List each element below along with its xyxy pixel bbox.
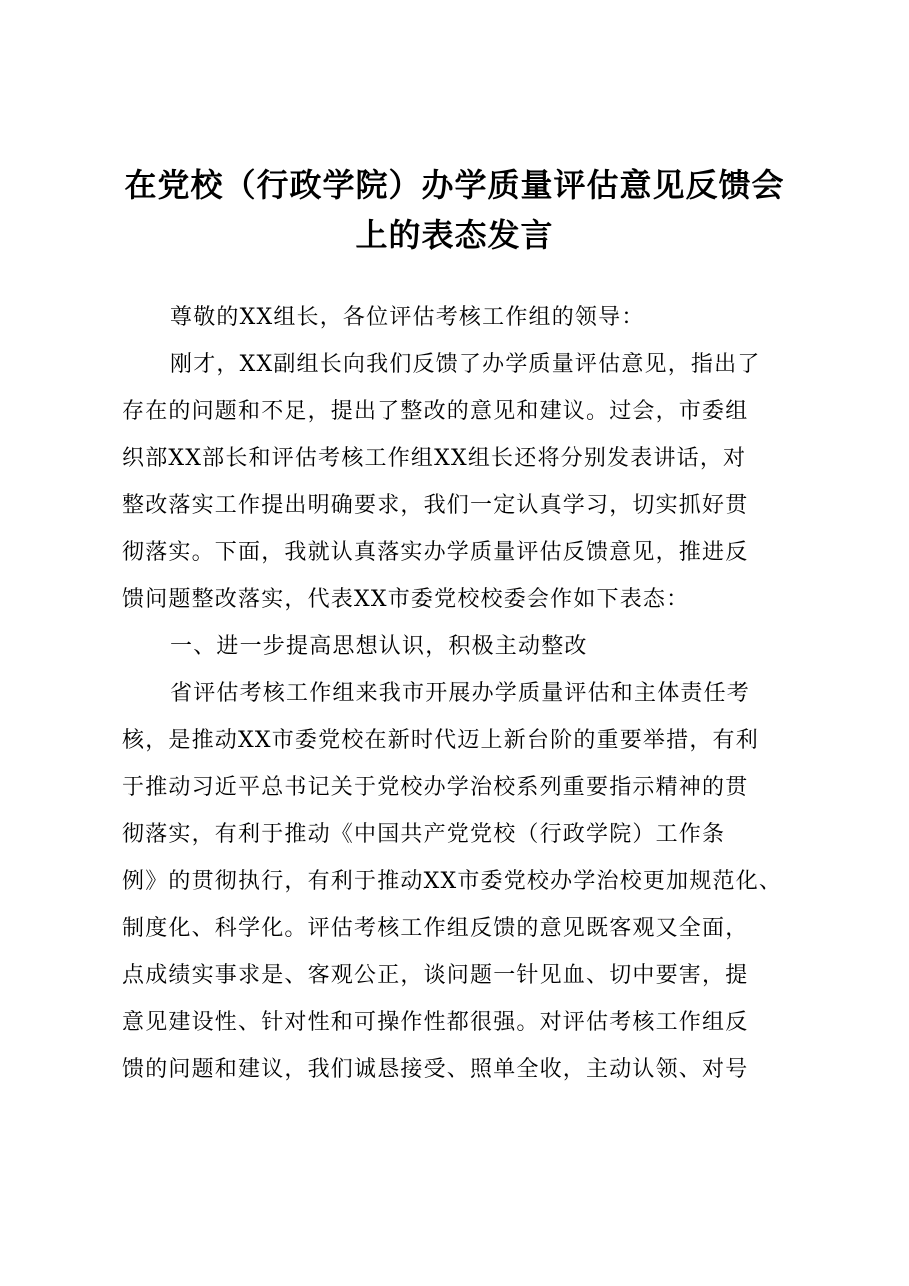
body-line: 核，是推动XX市委党校在新时代迈上新台阶的重要举措，有利 <box>122 728 759 753</box>
body-line: 点成绩实事求是、客观公正，谈问题一针见血、切中要害，提 <box>122 963 749 988</box>
body-line: 存在的问题和不足，提出了整改的意见和建议。过会，市委组 <box>122 399 749 424</box>
document-title-line-1: 在党校（行政学院）办学质量评估意见反馈会 <box>124 166 785 204</box>
body-line: 织部XX部长和评估考核工作组XX组长还将分别发表讲话，对 <box>122 446 747 471</box>
document-title-line-2: 上的表态发言 <box>355 216 554 254</box>
section-heading: 一、进一步提高思想认识，积极主动整改 <box>170 634 588 659</box>
body-line: 于推动习近平总书记关于党校办学治校系列重要指示精神的贯 <box>122 775 749 800</box>
body-line: 意见建设性、针对性和可操作性都很强。对评估考核工作组反 <box>122 1010 749 1035</box>
body-line: 制度化、科学化。评估考核工作组反馈的意见既客观又全面， <box>122 916 749 941</box>
body-line: 馈的问题和建议，我们诚恳接受、照单全收，主动认领、对号 <box>122 1057 749 1082</box>
body-line: 彻落实，有利于推动《中国共产党党校（行政学院）工作条 <box>122 822 726 847</box>
body-line: 彻落实。下面，我就认真落实办学质量评估反馈意见，推进反 <box>122 540 749 565</box>
body-line: 馈问题整改落实，代表XX市委党校校委会作如下表态： <box>122 587 690 612</box>
body-line: 刚才，XX副组长向我们反馈了办学质量评估意见，指出了 <box>170 352 761 377</box>
salutation-line: 尊敬的XX组长，各位评估考核工作组的领导： <box>170 305 645 330</box>
body-line: 省评估考核工作组来我市开展办学质量评估和主体责任考 <box>170 681 751 706</box>
body-line: 例》的贯彻执行，有利于推动XX市委党校办学治校更加规范化、 <box>122 869 783 894</box>
body-line: 整改落实工作提出明确要求，我们一定认真学习，切实抓好贯 <box>122 493 749 518</box>
